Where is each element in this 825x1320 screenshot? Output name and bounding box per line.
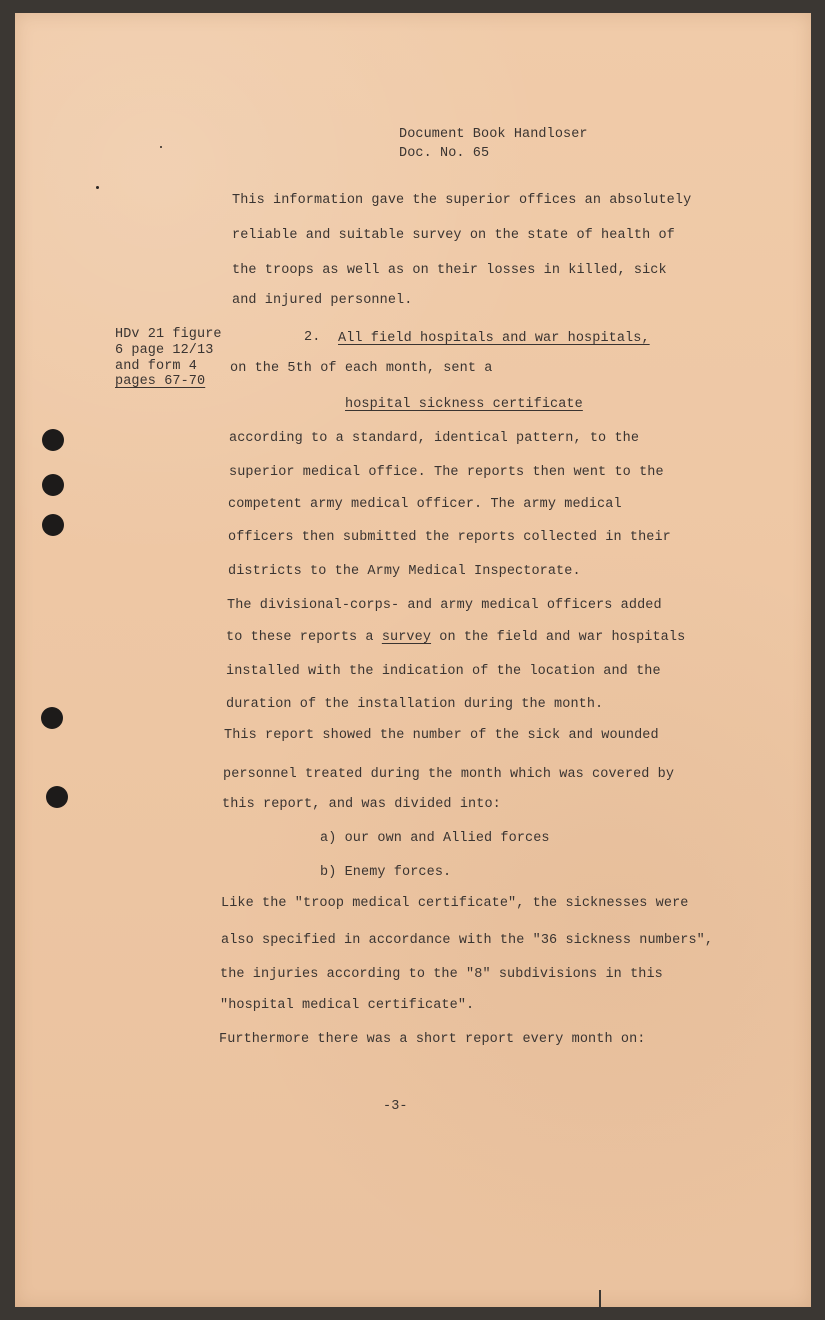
- paragraph-5-line: "hospital medical certificate".: [220, 998, 475, 1013]
- paragraph-3-line: installed with the indication of the location and the: [226, 664, 661, 679]
- paragraph-3-text: to these reports a: [226, 630, 382, 645]
- punch-hole-5: [46, 786, 68, 808]
- paragraph-2-line: superior medical office. The reports then went to the: [229, 465, 664, 480]
- paragraph-3-line: The divisional-corps- and army medical officers added: [227, 598, 662, 613]
- item-2-number: 2.: [304, 330, 321, 345]
- punch-hole-1: [42, 429, 64, 451]
- paragraph-3-text: on the field and war hospitals: [431, 630, 686, 645]
- paragraph-2-line: districts to the Army Medical Inspectorate.: [228, 564, 581, 579]
- paragraph-4-line: This report showed the number of the sick and wounded: [224, 728, 659, 743]
- paragraph-3-line: duration of the installation during the month.: [226, 697, 604, 712]
- paper-speck: [160, 146, 162, 148]
- document-number: Doc. No. 65: [399, 146, 490, 161]
- paragraph-2-line: competent army medical officer. The army medical: [228, 497, 622, 512]
- page-number: -3-: [383, 1099, 408, 1114]
- margin-note-line: pages 67-70: [115, 374, 206, 389]
- punch-hole-3: [42, 514, 64, 536]
- punch-hole-4: [41, 707, 63, 729]
- paper-speck: [96, 186, 99, 189]
- item-2-line: on the 5th of each month, sent a: [230, 361, 493, 376]
- document-book-title: Document Book Handloser: [399, 127, 588, 142]
- paragraph-2-line: according to a standard, identical pattern, to the: [229, 431, 640, 446]
- paragraph-4-line: personnel treated during the month which was covered by: [223, 767, 675, 782]
- paragraph-5-line: the injuries according to the "8" subdivisions in this: [220, 967, 663, 982]
- paragraph-1-line: reliable and suitable survey on the state of health of: [232, 228, 675, 243]
- paragraph-1-line: This information gave the superior offices an absolutely: [232, 193, 692, 208]
- paragraph-2-line: officers then submitted the reports collected in their: [228, 530, 671, 545]
- paper-edge-mark: [599, 1290, 601, 1314]
- paragraph-1-line: and injured personnel.: [232, 293, 413, 308]
- paragraph-3-line: [226, 631, 685, 645]
- punch-hole-2: [42, 474, 64, 496]
- paragraph-5-line: also specified in accordance with the "36 sickness numbers",: [221, 933, 714, 948]
- paragraph-6-line: Furthermore there was a short report every month on:: [219, 1032, 646, 1047]
- margin-note-line: 6 page 12/13: [115, 343, 214, 358]
- list-item-b: b) Enemy forces.: [320, 865, 452, 880]
- list-item-a: a) our own and Allied forces: [320, 831, 550, 846]
- survey-underlined: survey: [381, 630, 432, 645]
- margin-note-line: and form 4: [115, 359, 198, 374]
- paragraph-5-line: Like the "troop medical certificate", the sicknesses were: [221, 896, 689, 911]
- margin-note-line: HDv 21 figure: [115, 327, 222, 342]
- paragraph-1-line: the troops as well as on their losses in killed, sick: [232, 263, 667, 278]
- certificate-title: hospital sickness certificate: [345, 397, 583, 412]
- item-2-heading: All field hospitals and war hospitals,: [338, 331, 650, 346]
- paragraph-4-line: this report, and was divided into:: [222, 797, 501, 812]
